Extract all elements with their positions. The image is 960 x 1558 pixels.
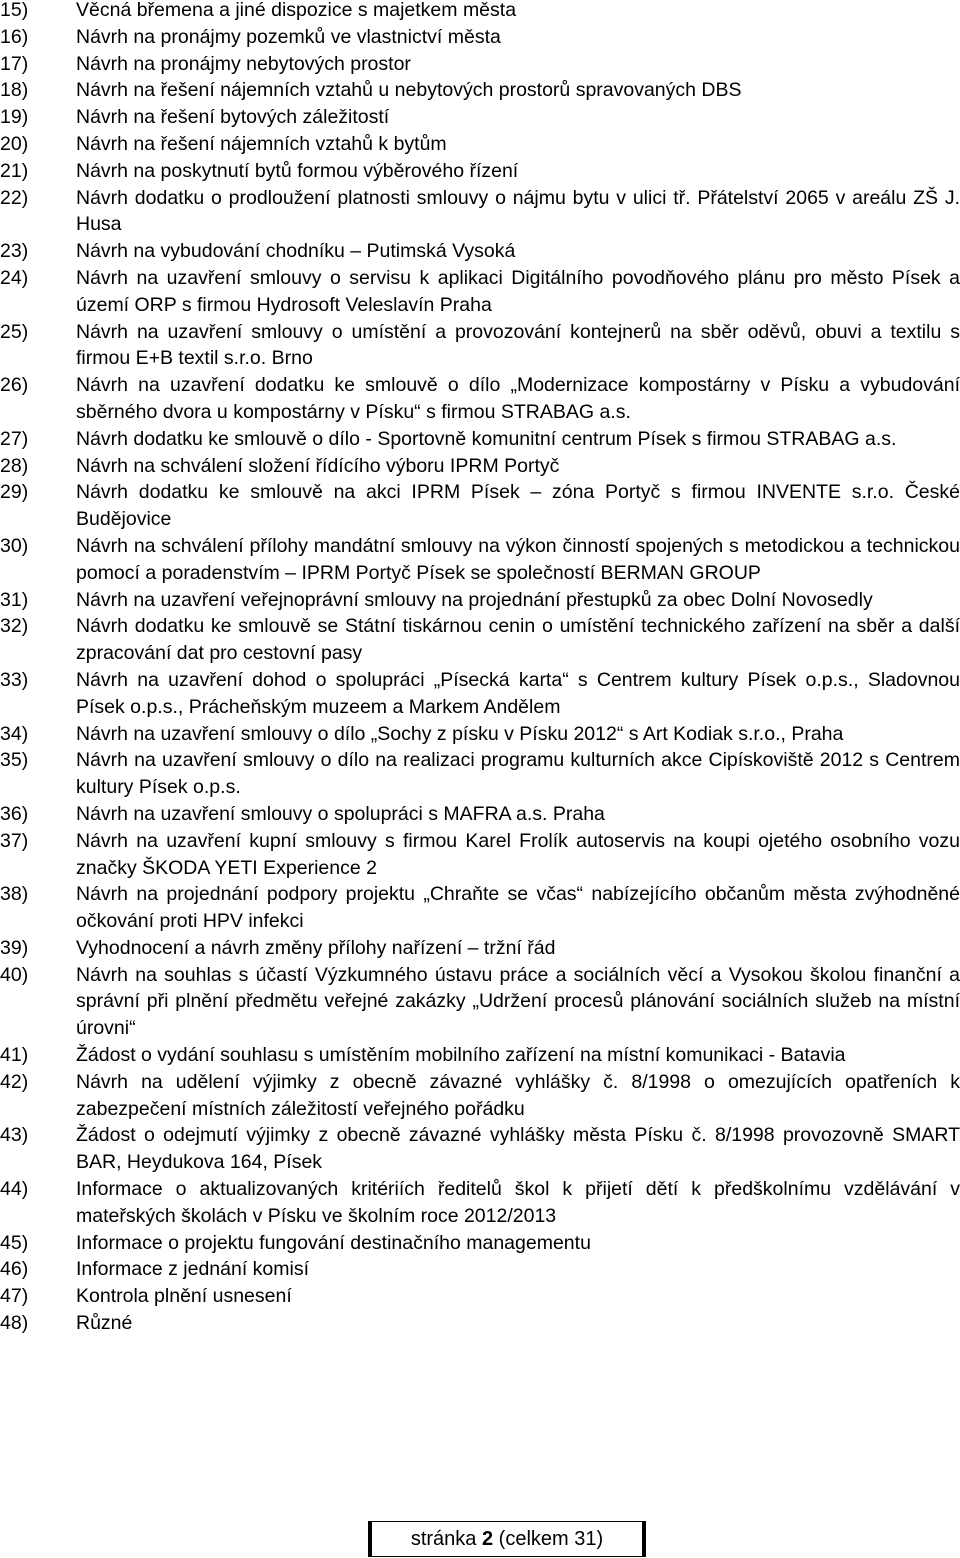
agenda-item-number: 48) — [0, 1312, 29, 1335]
agenda-item — [0, 533, 960, 587]
agenda-item — [0, 453, 960, 480]
agenda-item — [0, 613, 960, 667]
agenda-item — [0, 319, 960, 373]
page-footer — [368, 1521, 646, 1557]
agenda-item-number: 38) — [0, 883, 29, 906]
agenda-item-text: Věcná břemena a jiné dispozice s majetkem města — [76, 0, 517, 21]
agenda-item-number: 40) — [0, 963, 29, 986]
agenda-item-number: 33) — [0, 668, 29, 691]
agenda-item-number: 29) — [0, 481, 29, 504]
agenda-item — [0, 1310, 960, 1337]
agenda-item — [0, 935, 960, 962]
agenda-item-number: 20) — [0, 132, 29, 155]
agenda-item-number: 19) — [0, 106, 29, 129]
agenda-item-text: Návrh dodatku ke smlouvě o dílo - Sportovně komunitní centrum Písek s firmou STRABAG a.s. — [76, 427, 897, 450]
agenda-item-text: Vyhodnocení a návrh změny přílohy nařízení – tržní řád — [76, 936, 556, 959]
agenda-item-text: Návrh na uzavření smlouvy o dílo „Sochy z písku v Písku 2012“ s Art Kodiak s.r.o., Praha — [76, 722, 844, 745]
agenda-item-number: 37) — [0, 829, 29, 852]
agenda-item-number: 36) — [0, 802, 29, 825]
agenda-item-number: 41) — [0, 1044, 29, 1067]
agenda-item — [0, 238, 960, 265]
agenda-item-text: Návrh na řešení nájemních vztahů u nebytových prostorů spravovaných DBS — [76, 79, 742, 102]
agenda-item-text: Návrh na řešení nájemních vztahů k bytům — [76, 132, 447, 155]
agenda-item-number: 25) — [0, 320, 29, 343]
agenda-item — [0, 1283, 960, 1310]
agenda-item-text: Kontrola plnění usnesení — [76, 1285, 292, 1308]
agenda-item — [0, 1122, 960, 1176]
agenda-item-text: Návrh na poskytnutí bytů formou výběrového řízení — [76, 159, 519, 182]
agenda-item — [0, 0, 960, 24]
agenda-item-text: Návrh na pronájmy pozemků ve vlastnictví města — [76, 25, 501, 48]
agenda-item-number: 47) — [0, 1285, 29, 1308]
agenda-item-text: Návrh na uzavření dodatku ke smlouvě o dílo „Modernizace kompostárny v Písku a vybudování sběrného dvora u kompostárny v Písku“ s firmou STRABAG a.s. — [76, 374, 960, 423]
agenda-item-text: Návrh na uzavření smlouvy o umístění a provozování kontejnerů na sběr oděvů, obuvi a textilu s firmou E+B textil s.r.o. Brno — [76, 320, 960, 370]
footer-total: (celkem 31) — [493, 1528, 604, 1550]
footer-prefix: stránka — [410, 1528, 482, 1550]
agenda-item — [0, 426, 960, 453]
agenda-item — [0, 747, 960, 801]
agenda-item-text: Návrh na uzavření dohod o spolupráci „Písecká karta“ s Centrem kultury Písek o.p.s., Sladovnou Písek o.p.s., Prácheňským muzeem a Markem Andělem — [76, 668, 960, 718]
agenda-item — [0, 1256, 960, 1283]
agenda-item-number: 17) — [0, 52, 29, 75]
agenda-item-number: 24) — [0, 266, 29, 289]
agenda-item-number: 26) — [0, 374, 29, 397]
agenda-item-text: Žádost o odejmutí výjimky z obecně závazné vyhlášky města Písku č. 8/1998 provozovně SMART BAR, Heydukova 164, Písek — [76, 1124, 960, 1174]
agenda-item-text: Návrh na projednání podpory projektu „Chraňte se včas“ nabízejícího občanům města zvýhodněné očkování proti HPV infekci — [76, 883, 960, 933]
agenda-item — [0, 479, 960, 533]
agenda-item-number: 18) — [0, 79, 29, 102]
agenda-item-text: Návrh dodatku o prodloužení platnosti smlouvy o nájmu bytu v ulici tř. Přátelství 2065 v areálu ZŠ J. Husa — [76, 186, 960, 236]
agenda-item-text: Návrh na vybudování chodníku – Putimská Vysoká — [76, 240, 516, 263]
agenda-item — [0, 1069, 960, 1123]
agenda-item-number: 16) — [0, 25, 29, 48]
agenda-item — [0, 1176, 960, 1230]
agenda-item-number: 30) — [0, 534, 29, 557]
agenda-item — [0, 265, 960, 319]
agenda-item — [0, 77, 960, 104]
agenda-item-text: Různé — [76, 1312, 133, 1335]
agenda-item-text: Informace o aktualizovaných kritériích ředitelů škol k přijetí dětí k předškolnímu vzdělávání v mateřských školách v Písku ve školním roce 2012/2013 — [76, 1178, 960, 1227]
agenda-item-text: Návrh na uzavření kupní smlouvy s firmou Karel Frolík autoservis na koupi ojetého osobního vozu značky ŠKODA YETI Experience 2 — [76, 829, 960, 879]
agenda-item-text: Návrh na udělení výjimky z obecně závazné vyhlášky č. 8/1998 o omezujících opatřeních k zabezpečení místních záležitostí veřejného pořádku — [76, 1070, 960, 1120]
agenda-item — [0, 881, 960, 935]
agenda-item — [0, 104, 960, 131]
agenda-item-text: Návrh na souhlas s účastí Výzkumného ústavu práce a sociálních věcí a Vysokou školou finanční a správní při plnění předmětu veřejné zakázky „Udržení procesů plánování sociálních služeb na místní úrovni“ — [76, 963, 960, 1040]
agenda-item — [0, 131, 960, 158]
agenda-item — [0, 667, 960, 721]
agenda-item — [0, 1042, 960, 1069]
agenda-item-number: 23) — [0, 240, 29, 263]
agenda-item-number: 21) — [0, 159, 29, 182]
agenda-item-text: Návrh na pronájmy nebytových prostor — [76, 52, 411, 75]
agenda-item — [0, 801, 960, 828]
agenda-item-text: Návrh na uzavření smlouvy o spolupráci s MAFRA a.s. Praha — [76, 802, 605, 825]
agenda-item-number: 31) — [0, 588, 29, 611]
agenda-item-text: Informace o projektu fungování destinačního managementu — [76, 1231, 591, 1254]
agenda-item — [0, 962, 960, 1042]
agenda-item-number: 43) — [0, 1124, 29, 1147]
agenda-item-text: Návrh na řešení bytových záležitostí — [76, 106, 390, 129]
agenda-item-number: 27) — [0, 427, 29, 450]
footer-page-number: 2 — [482, 1528, 494, 1550]
agenda-item-number: 45) — [0, 1231, 29, 1254]
agenda-item-text: Návrh dodatku ke smlouvě na akci IPRM Písek – zóna Portyč s firmou INVENTE s.r.o. České Budějovice — [76, 481, 960, 531]
agenda-item-text: Návrh na schválení složení řídícího výboru IPRM Portyč — [76, 454, 560, 477]
agenda-item — [0, 51, 960, 78]
agenda-item-text: Návrh na uzavření smlouvy o dílo na realizaci programu kulturních akce Cipískoviště 2012 s Centrem kultury Písek o.p.s. — [76, 749, 960, 799]
agenda-item — [0, 1230, 960, 1257]
agenda-item-number: 35) — [0, 749, 29, 772]
agenda-item-number: 34) — [0, 722, 29, 745]
agenda-item-number: 28) — [0, 454, 29, 477]
agenda-item-text: Žádost o vydání souhlasu s umístěním mobilního zařízení na místní komunikaci - Batavia — [76, 1044, 846, 1067]
agenda-item-text: Informace z jednání komisí — [76, 1258, 310, 1281]
agenda-item-number: 15) — [0, 0, 29, 21]
agenda-item-text: Návrh na uzavření smlouvy o servisu k aplikaci Digitálního povodňového plánu pro město Písek a území ORP s firmou Hydrosoft Veleslavín Praha — [76, 266, 960, 316]
agenda-item-number: 39) — [0, 936, 29, 959]
agenda-item — [0, 185, 960, 239]
agenda-item-text: Návrh dodatku ke smlouvě se Státní tiskárnou cenin o umístění technického zařízení na sběr a další zpracování dat pro cestovní pasy — [76, 615, 960, 665]
agenda-item-number: 46) — [0, 1258, 29, 1281]
agenda-item — [0, 158, 960, 185]
agenda-item — [0, 587, 960, 614]
agenda-item — [0, 24, 960, 51]
agenda-item-text: Návrh na uzavření veřejnoprávní smlouvy na projednání přestupků za obec Dolní Novosedly — [76, 588, 873, 611]
agenda-item — [0, 828, 960, 882]
agenda-item — [0, 372, 960, 426]
agenda-item-number: 44) — [0, 1178, 29, 1201]
agenda-item-number: 22) — [0, 186, 29, 209]
agenda-item-number: 42) — [0, 1070, 29, 1093]
agenda-item — [0, 721, 960, 748]
agenda-item-text: Návrh na schválení přílohy mandátní smlouvy na výkon činností spojených s metodickou a technickou pomocí a poradenstvím – IPRM Portyč Písek se společností BERMAN GROUP — [76, 534, 960, 584]
agenda-item-number: 32) — [0, 615, 29, 638]
